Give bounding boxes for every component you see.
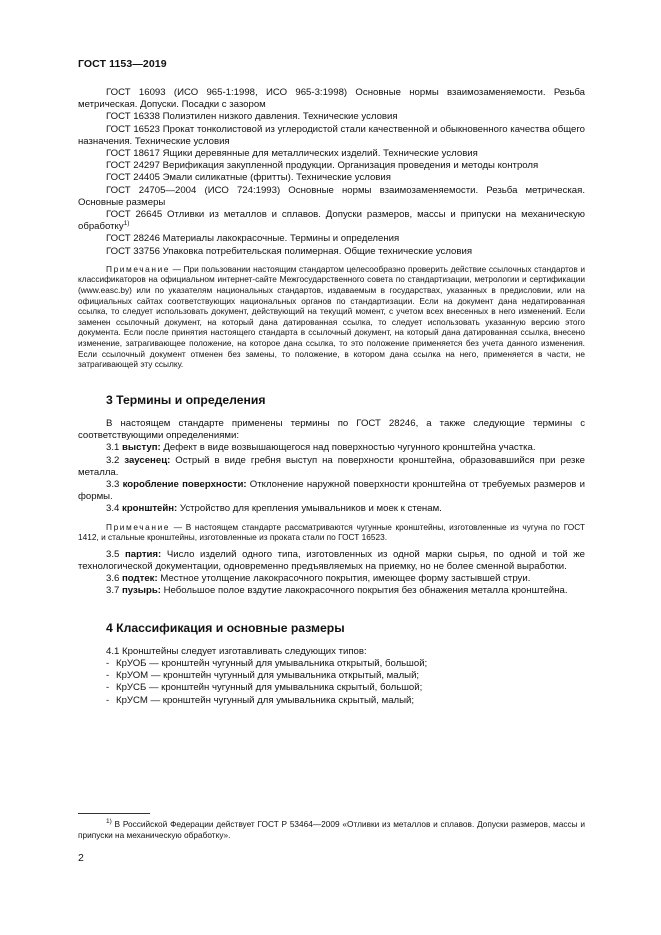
list-item xyxy=(78,695,585,707)
normative-references-list xyxy=(78,87,585,258)
term-item xyxy=(78,503,585,515)
term-number: 3.6 xyxy=(106,573,120,585)
term-item xyxy=(78,479,585,503)
list-item-text: КрУСБ — кронштейн чугунный для умывальника скрытый, большой; xyxy=(116,682,423,694)
term-item xyxy=(78,573,585,585)
reference-item: ГОСТ 16338 Полиэтилен низкого давления. Технические условия xyxy=(106,111,398,123)
reference-item: ГОСТ 24705—2004 (ИСО 724:1993) Основные нормы взаимозаменяемости. Резьба метрическая. Основные размеры xyxy=(78,184,585,208)
list-item xyxy=(78,658,585,670)
term-item xyxy=(78,455,585,479)
term-definition: Устройство для крепления умывальников и моек к стенам. xyxy=(177,503,442,515)
term-number: 3.4 xyxy=(106,503,120,515)
term-number: 3.1 xyxy=(106,442,120,454)
section-4-heading: 4 Классификация и основные размеры xyxy=(106,620,345,635)
footnote-divider xyxy=(78,813,150,814)
term-name: кронштейн: xyxy=(122,503,178,515)
term-name: подтек: xyxy=(122,573,158,585)
term-name: заусенец: xyxy=(124,454,171,466)
section-4-intro: 4.1 Кронштейны следует изготавливать следующих типов: xyxy=(106,645,367,657)
list-item xyxy=(78,682,585,694)
reference-item xyxy=(78,209,585,233)
reference-item: ГОСТ 24405 Эмали силикатные (фритты). Технические условия xyxy=(106,172,391,184)
list-dash: - xyxy=(106,694,110,706)
section-3-intro: В настоящем стандарте применены термины по ГОСТ 28246, а также следующие термины с соответствующими определениями: xyxy=(78,417,585,442)
term-item xyxy=(78,442,585,454)
note-text: — В настоящем стандарте рассматриваются чугунные кронштейны, изготовленные из чугуна по ГОСТ 1412, и стальные кронштейны, изготовленные из проката стали по ГОСТ 16523. xyxy=(78,521,585,543)
reference-item: ГОСТ 24297 Верификация закупленной продукции. Организация проведения и методы контроля xyxy=(106,160,539,172)
document-body xyxy=(78,87,585,707)
reference-item: ГОСТ 18617 Ящики деревянные для металлических изделий. Технические условия xyxy=(106,148,478,160)
list-item-text: КрУОМ — кронштейн чугунный для умывальника открытый, малый; xyxy=(116,670,420,682)
reference-item: ГОСТ 16093 (ИСО 965-1:1998, ИСО 965-3:1998) Основные нормы взаимозаменяемости. Резьба метрическая. Допуски. Посадки с зазором xyxy=(78,87,585,111)
section-3-heading: 3 Термины и определения xyxy=(106,392,266,407)
term-name: выступ: xyxy=(122,442,161,454)
note-references xyxy=(78,264,585,370)
term-item xyxy=(78,585,585,597)
reference-item: ГОСТ 16523 Прокат тонколистовой из углеродистой стали качественной и обыкновенного качества общего назначения. Технические условия xyxy=(78,123,585,147)
footnote-text: В Российской Федерации действует ГОСТ Р 53464—2009 «Отливки из металлов и сплавов. Допуски размеров, массы и припуски на механическую обработку». xyxy=(78,819,585,840)
list-item-text: КрУОБ — кронштейн чугунный для умывальника открытый, большой; xyxy=(116,658,428,670)
term-name: пузырь: xyxy=(122,585,161,597)
term-item xyxy=(78,549,585,573)
list-dash: - xyxy=(106,658,110,670)
note-label: Примечание xyxy=(106,263,171,274)
term-name: партия: xyxy=(124,548,162,560)
footnote-marker: 1) xyxy=(106,818,112,825)
term-definition: Отклонение наружной поверхности кронштейна от требуемых размеров и формы. xyxy=(78,479,585,503)
list-dash: - xyxy=(106,682,110,694)
footnote xyxy=(78,819,585,840)
term-number: 3.5 xyxy=(106,548,120,560)
term-definition: Дефект в виде возвышающегося над поверхностью чугунного кронштейна участка. xyxy=(160,442,536,454)
page-header: ГОСТ 1153—2019 xyxy=(78,58,167,70)
page-number: 2 xyxy=(78,852,84,864)
term-number: 3.7 xyxy=(106,585,120,597)
term-number: 3.2 xyxy=(106,454,120,466)
term-name: коробление поверхности: xyxy=(122,479,247,490)
reference-item: ГОСТ 33756 Упаковка потребительская полимерная. Общие технические условия xyxy=(106,245,473,257)
list-item-text: КрУСМ — кронштейн чугунный для умывальника скрытый, малый; xyxy=(116,694,415,706)
list-item xyxy=(78,670,585,682)
note-label: Примечание xyxy=(106,521,171,532)
term-definition: Острый в виде гребня выступ на поверхности кронштейна, образовавшийся при резке металла. xyxy=(78,454,585,478)
term-definition: Число изделий одного типа, изготовленных из одной марки сырья, по одной и той же технологической документации, одновременно предъявляемых на приемку, но не более сменной выработки. xyxy=(78,548,585,572)
term-definition: Небольшое полое вздутие лакокрасочного покрытия без обнажения металла кронштейна. xyxy=(160,585,568,597)
reference-item: ГОСТ 28246 Материалы лакокрасочные. Термины и определения xyxy=(106,233,400,245)
reference-text: ГОСТ 26645 Отливки из металлов и сплавов. Допуски размеров, массы и припуски на механическую обработку xyxy=(78,209,585,233)
footnote-ref: 1) xyxy=(123,220,130,228)
list-dash: - xyxy=(106,670,110,682)
note-text: — При пользовании настоящим стандартом целесообразно проверить действие ссылочных стандартов и классификаторов на официальном интернет-сайте Межгосударственного совета по стандартизации, метрологии и сертификации (www.easc.by) или по указателям национальных стандартов, издаваемым в государствах, указанных в предисловии, или на официальных сайтах соответствующих национальных органов по стандартизации. Если на документ дана недатированная ссылка, то следует использовать документ, действующий на текущий момент, с учетом всех внесенных в него изменений. Если заменен ссылочный документ, на который дана датированная ссылка, то следует использовать указанную версию этого документа. Если после принятия настоящего стандарта в ссылочный документ, на который дана датированная ссылка, внесено изменение, затрагивающее положение, на которое дана ссылка, то это положение применяется без учета данного изменения. Если ссылочный документ отменен без замены, то положение, в котором дана ссылка на него, применяется в части, не затрагивающей эту ссылку. xyxy=(78,263,585,370)
note-brackets xyxy=(78,522,585,543)
term-definition: Местное утолщение лакокрасочного покрытия, имеющее форму застывшей струи. xyxy=(157,573,531,585)
term-number: 3.3 xyxy=(106,479,120,490)
